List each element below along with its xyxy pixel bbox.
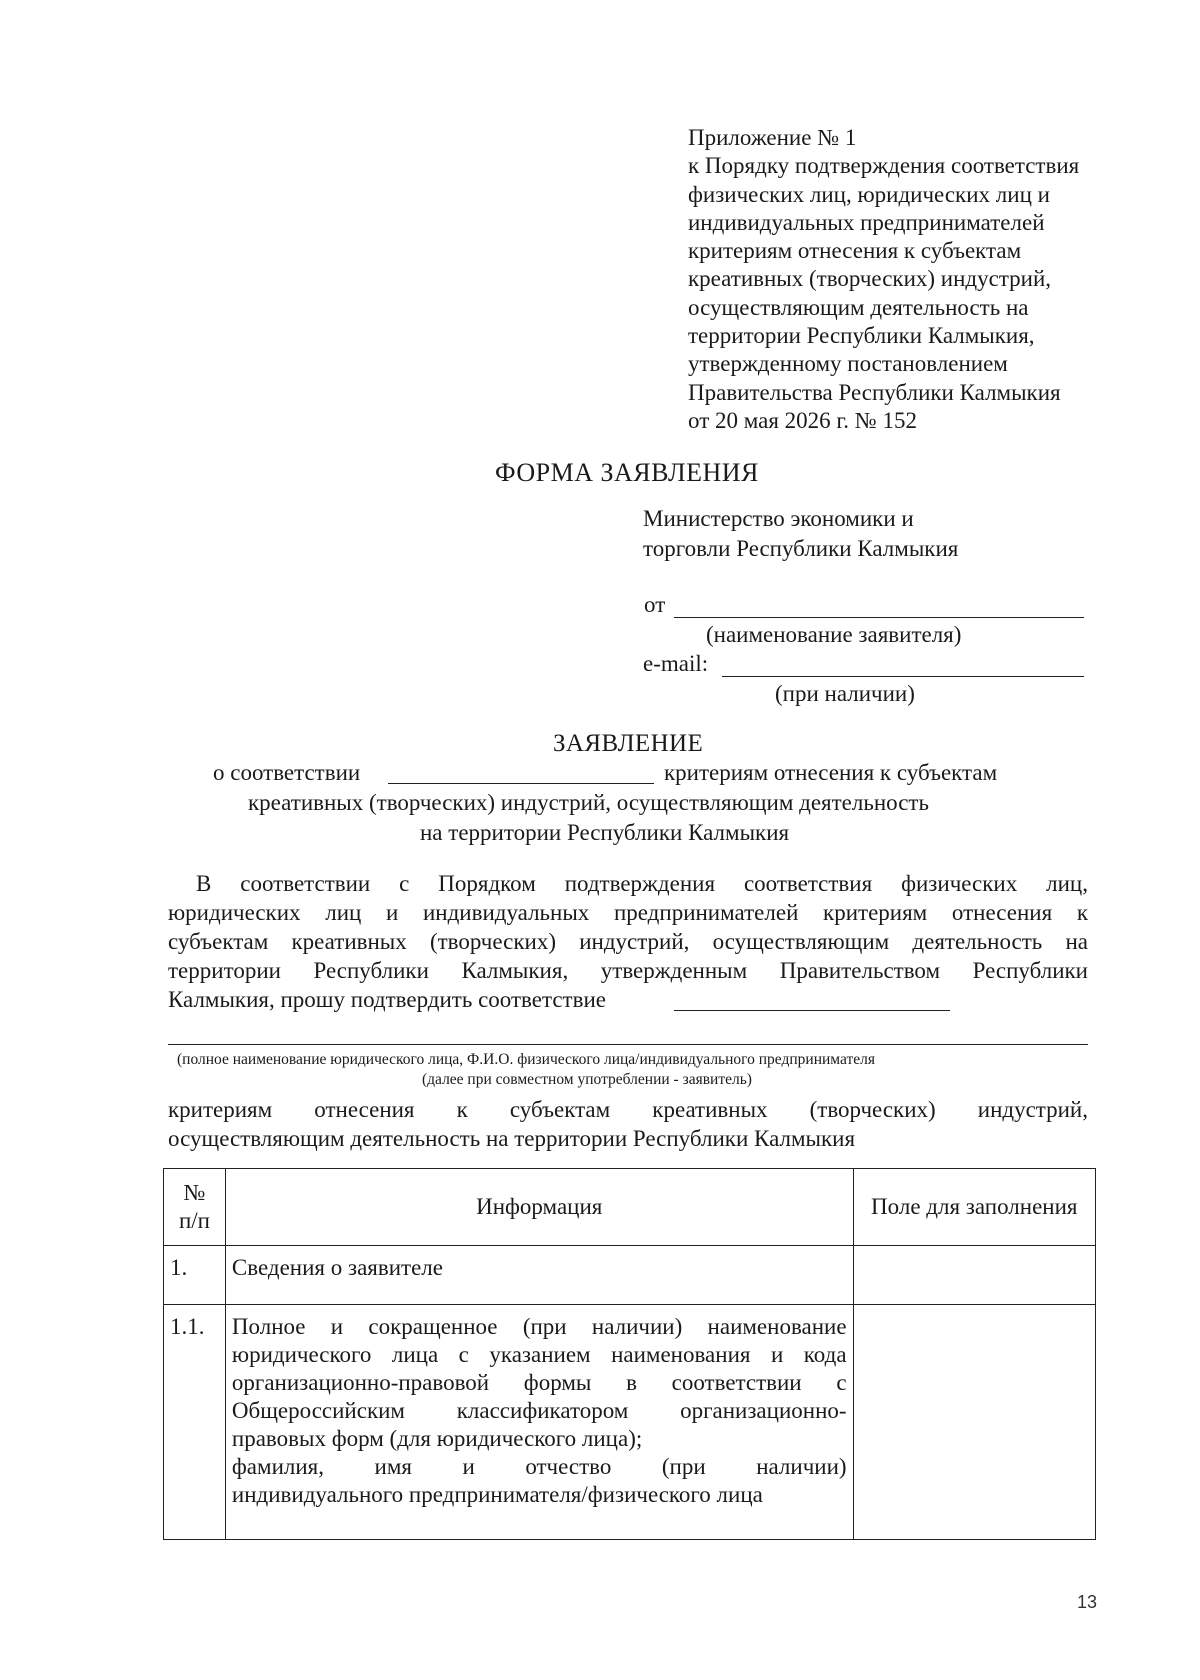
- body-line: юридических лиц и индивидуальных предпринимателей критериям отнесения к: [168, 900, 1088, 925]
- header-number-abbr: п/п: [178, 1208, 210, 1233]
- annex-line: креативных (творческих) индустрий,: [688, 266, 1052, 292]
- annex-line: Приложение № 1: [688, 125, 857, 150]
- table-header-row: [164, 1169, 1096, 1246]
- applicant-conformity-field[interactable]: [674, 1010, 950, 1011]
- annex-line: физических лиц, юридических лиц и: [688, 181, 1050, 207]
- annex-header: [688, 124, 1108, 435]
- page-number: 13: [1077, 1592, 1098, 1612]
- body-line: В соответствии с Порядком подтверждения соответствия физических лиц,: [196, 871, 1088, 896]
- from-label: от: [644, 592, 666, 617]
- criteria-line: осуществляющим деятельность на территории Республики Калмыкия: [168, 1126, 856, 1151]
- information-table: [163, 1168, 1096, 1540]
- annex-line: критериям отнесения к субъектам: [688, 238, 1022, 264]
- annex-line: утвержденному постановлением: [688, 351, 1008, 377]
- applicant-name-note-line2: (далее при совместном употреблении - заявитель): [422, 1071, 752, 1088]
- email-field[interactable]: [722, 676, 1084, 677]
- row-information-line: правовых форм (для юридического лица);: [231, 1426, 643, 1451]
- email-hint: (при наличии): [775, 681, 915, 706]
- annex-line: территории Республики Калмыкия,: [688, 323, 1035, 349]
- row-information: [225, 1305, 853, 1540]
- row-information: Сведения о заявителе: [225, 1246, 853, 1305]
- row-information-line: индивидуального предпринимателя/физического лица: [231, 1482, 763, 1507]
- body-line: территории Республики Калмыкия, утвержденным Правительством Республики: [168, 958, 1088, 983]
- form-title: ФОРМА ЗАЯВЛЕНИЯ: [495, 458, 759, 487]
- body-last-line: Калмыкия, прошу подтвердить соответствие: [168, 987, 606, 1012]
- ministry-line: Министерство экономики и: [643, 506, 914, 531]
- annex-line: осуществляющим деятельность на: [688, 294, 1029, 320]
- row-number: 1.: [164, 1246, 226, 1305]
- applicant-name-field[interactable]: [674, 617, 1084, 618]
- criteria-line: критериям отнесения к субъектам креативных (творческих) индустрий,: [168, 1097, 1088, 1122]
- header-number-symbol: №: [183, 1180, 206, 1205]
- table-row: [164, 1246, 1096, 1305]
- statement-subtitle-line3: на территории Республики Калмыкия: [420, 820, 790, 845]
- annex-line: индивидуальных предпринимателей: [688, 209, 1045, 235]
- header-information: Информация: [225, 1169, 853, 1246]
- applicant-name-note-line1: (полное наименование юридического лица, Ф.И.О. физического лица/индивидуального предпринимателя: [177, 1051, 875, 1068]
- header-number: [164, 1169, 226, 1246]
- row-information-line: юридического лица с указанием наименования и кода: [231, 1342, 847, 1367]
- applicant-name-hint: (наименование заявителя): [706, 622, 962, 647]
- annex-line: к Порядку подтверждения соответствия: [688, 153, 1080, 179]
- statement-title: ЗАЯВЛЕНИЕ: [553, 730, 704, 757]
- applicant-full-name-field[interactable]: [168, 1044, 1088, 1045]
- row-fill-field[interactable]: [853, 1305, 1095, 1540]
- row-information-line: организационно-правовой формы в соответствии с: [231, 1370, 847, 1395]
- table-row: [164, 1305, 1096, 1540]
- row-fill-field[interactable]: [853, 1246, 1095, 1305]
- ministry-addressee: [643, 504, 958, 564]
- row-number: 1.1.: [164, 1305, 226, 1540]
- statement-subtitle-right: критериям отнесения к субъектам: [664, 760, 998, 785]
- row-information-line: Общероссийским классификатором организационно-: [231, 1398, 847, 1423]
- statement-subtitle-line2: креативных (творческих) индустрий, осуществляющим деятельность: [248, 790, 929, 815]
- email-label: e-mail:: [643, 651, 709, 676]
- statement-blank-field[interactable]: [388, 783, 654, 784]
- row-information-line: Полное и сокращенное (при наличии) наименование: [231, 1314, 847, 1339]
- row-information-line: фамилия, имя и отчество (при наличии): [231, 1454, 847, 1479]
- annex-line: Правительства Республики Калмыкия: [688, 379, 1061, 405]
- ministry-line: торговли Республики Калмыкия: [643, 536, 959, 561]
- annex-line: от 20 мая 2026 г. № 152: [688, 407, 917, 433]
- body-line: субъектам креативных (творческих) индустрий, осуществляющим деятельность на: [168, 929, 1088, 954]
- header-fill-field: Поле для заполнения: [853, 1169, 1095, 1246]
- statement-subtitle-left: о соответствии: [213, 760, 361, 785]
